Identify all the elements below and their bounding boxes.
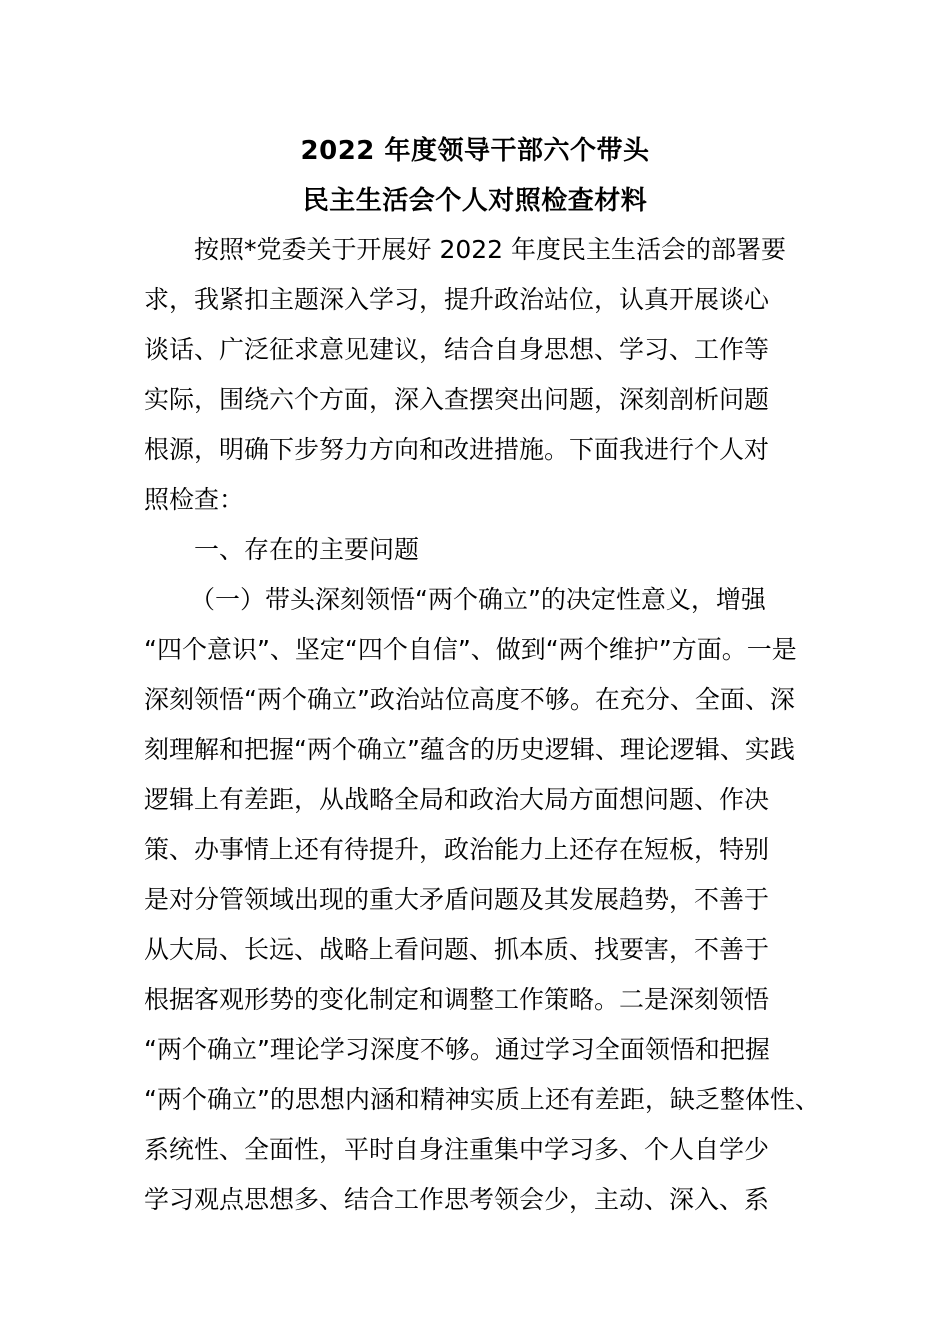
body-line: 根源，明确下步努力方向和改进措施。下面我进行个人对 (144, 435, 770, 464)
body-line: 是对分管领域出现的重大矛盾问题及其发展趋势，不善于 (144, 885, 770, 914)
body-line: 谈话、广泛征求意见建议，结合自身思想、学习、工作等 (144, 335, 770, 364)
body-line: 逻辑上有差距，从战略全局和政治大局方面想问题、作决 (144, 785, 770, 814)
body-line: 实际，围绕六个方面，深入查摆突出问题，深刻剖析问题 (144, 385, 770, 414)
body-line: （一）带头深刻领悟“两个确立”的决定性意义，增强 (190, 585, 766, 614)
body-line: 刻理解和把握“两个确立”蕴含的历史逻辑、理论逻辑、实践 (144, 735, 795, 764)
section-heading: 一、存在的主要问题 (194, 535, 420, 564)
document-title-line-2: 民主生活会个人对照检查材料 (302, 186, 648, 216)
body-line: 学习观点思想多、结合工作思考领会少，主动、深入、系 (144, 1185, 770, 1214)
body-line: 按照*党委关于开展好 2022 年度民主生活会的部署要 (194, 235, 787, 264)
body-line: 深刻领悟“两个确立”政治站位高度不够。在充分、全面、深 (144, 685, 795, 714)
body-line: “四个意识”、坚定“四个自信”、做到“两个维护”方面。一是 (144, 635, 797, 664)
body-line: 求，我紧扣主题深入学习，提升政治站位，认真开展谈心 (144, 285, 770, 314)
body-line: 照检查： (144, 485, 245, 514)
body-line: 根据客观形势的变化制定和调整工作策略。二是深刻领悟 (144, 985, 770, 1014)
body-line: 系统性、全面性，平时自身注重集中学习多、个人自学少 (144, 1135, 770, 1164)
body-line: “两个确立”的思想内涵和精神实质上还有差距，缺乏整体性、 (144, 1085, 820, 1114)
body-line: 策、办事情上还有待提升，政治能力上还存在短板，特别 (144, 835, 770, 864)
body-line: “两个确立”理论学习深度不够。通过学习全面领悟和把握 (144, 1035, 770, 1064)
body-line: 从大局、长远、战略上看问题、抓本质、找要害，不善于 (144, 935, 770, 964)
document-title-line-1: 2022 年度领导干部六个带头 (300, 136, 650, 166)
